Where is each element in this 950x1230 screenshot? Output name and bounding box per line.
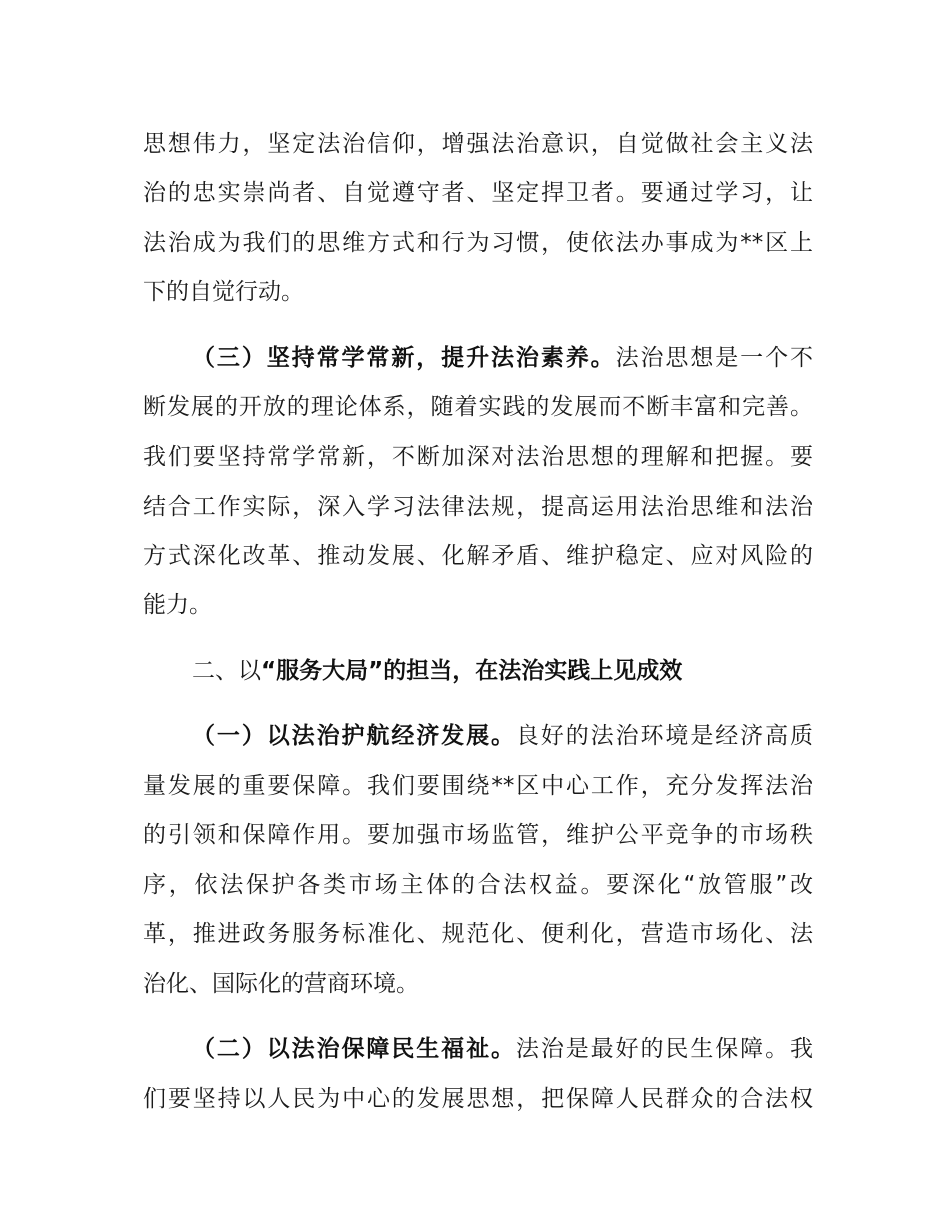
para2-line-4: 结合工作实际，深入学习法律法规，提高运用法治思维和法治: [143, 494, 813, 520]
para1-line-2: 治的忠实崇尚者、自觉遵守者、坚定捍卫者。要通过学习，让: [143, 180, 813, 206]
para3-title: （一）以法治护航经济发展。: [192, 723, 516, 749]
section2-title: “服务大局”的担当，在法治实践上见成效: [261, 658, 683, 684]
para2-line-1-rest: 法治思想是一个不: [615, 345, 814, 371]
para3-line-2: 量发展的重要保障。我们要围绕**区中心工作，充分发挥法治: [143, 773, 813, 799]
para2-line-3: 我们要坚持常学常新，不断加深对法治思想的理解和把握。要: [143, 444, 813, 470]
para2-line-1: [192, 342, 813, 374]
para3-line-4: 序，依法保护各类市场主体的合法权益。要深化“放管服”改: [143, 872, 813, 898]
para3-line-6: 治化、国际化的营商环境。: [143, 971, 419, 997]
para1-line-1: 思想伟力，坚定法治信仰，增强法治意识，自觉做社会主义法: [143, 131, 813, 157]
section2-heading: [192, 655, 813, 687]
para4-title: （二）以法治保障民生福祉。: [192, 1036, 516, 1062]
para2-line-5: 方式深化改革、推动发展、化解矛盾、维护稳定、应对风险的: [143, 543, 813, 569]
para3-line-5: 革，推进政务服务标准化、规范化、便利化，营造市场化、法: [143, 921, 813, 947]
para1-line-4: 下的自觉行动。: [143, 279, 304, 305]
para2-title: （三）坚持常学常新，提升法治素养。: [192, 345, 616, 371]
section2-prefix: 二、以: [192, 658, 261, 684]
para4-line-2: 们要坚持以人民为中心的发展思想，把保障人民群众的合法权: [143, 1086, 813, 1112]
para1-line-3: 法治成为我们的思维方式和行为习惯，使依法办事成为**区上: [143, 230, 813, 256]
para4-line-1-rest: 法治是最好的民生保障。我: [515, 1036, 814, 1062]
para3-line-3: 的引领和保障作用。要加强市场监管，维护公平竞争的市场秩: [143, 822, 813, 848]
para3-line-1: [192, 720, 813, 752]
para3-line-1-rest: 良好的法治环境是经济高质: [515, 723, 814, 749]
para2-line-2: 断发展的开放的理论体系，随着实践的发展而不断丰富和完善。: [143, 394, 813, 420]
para2-line-6: 能力。: [143, 592, 212, 618]
para4-line-1: [192, 1033, 813, 1065]
